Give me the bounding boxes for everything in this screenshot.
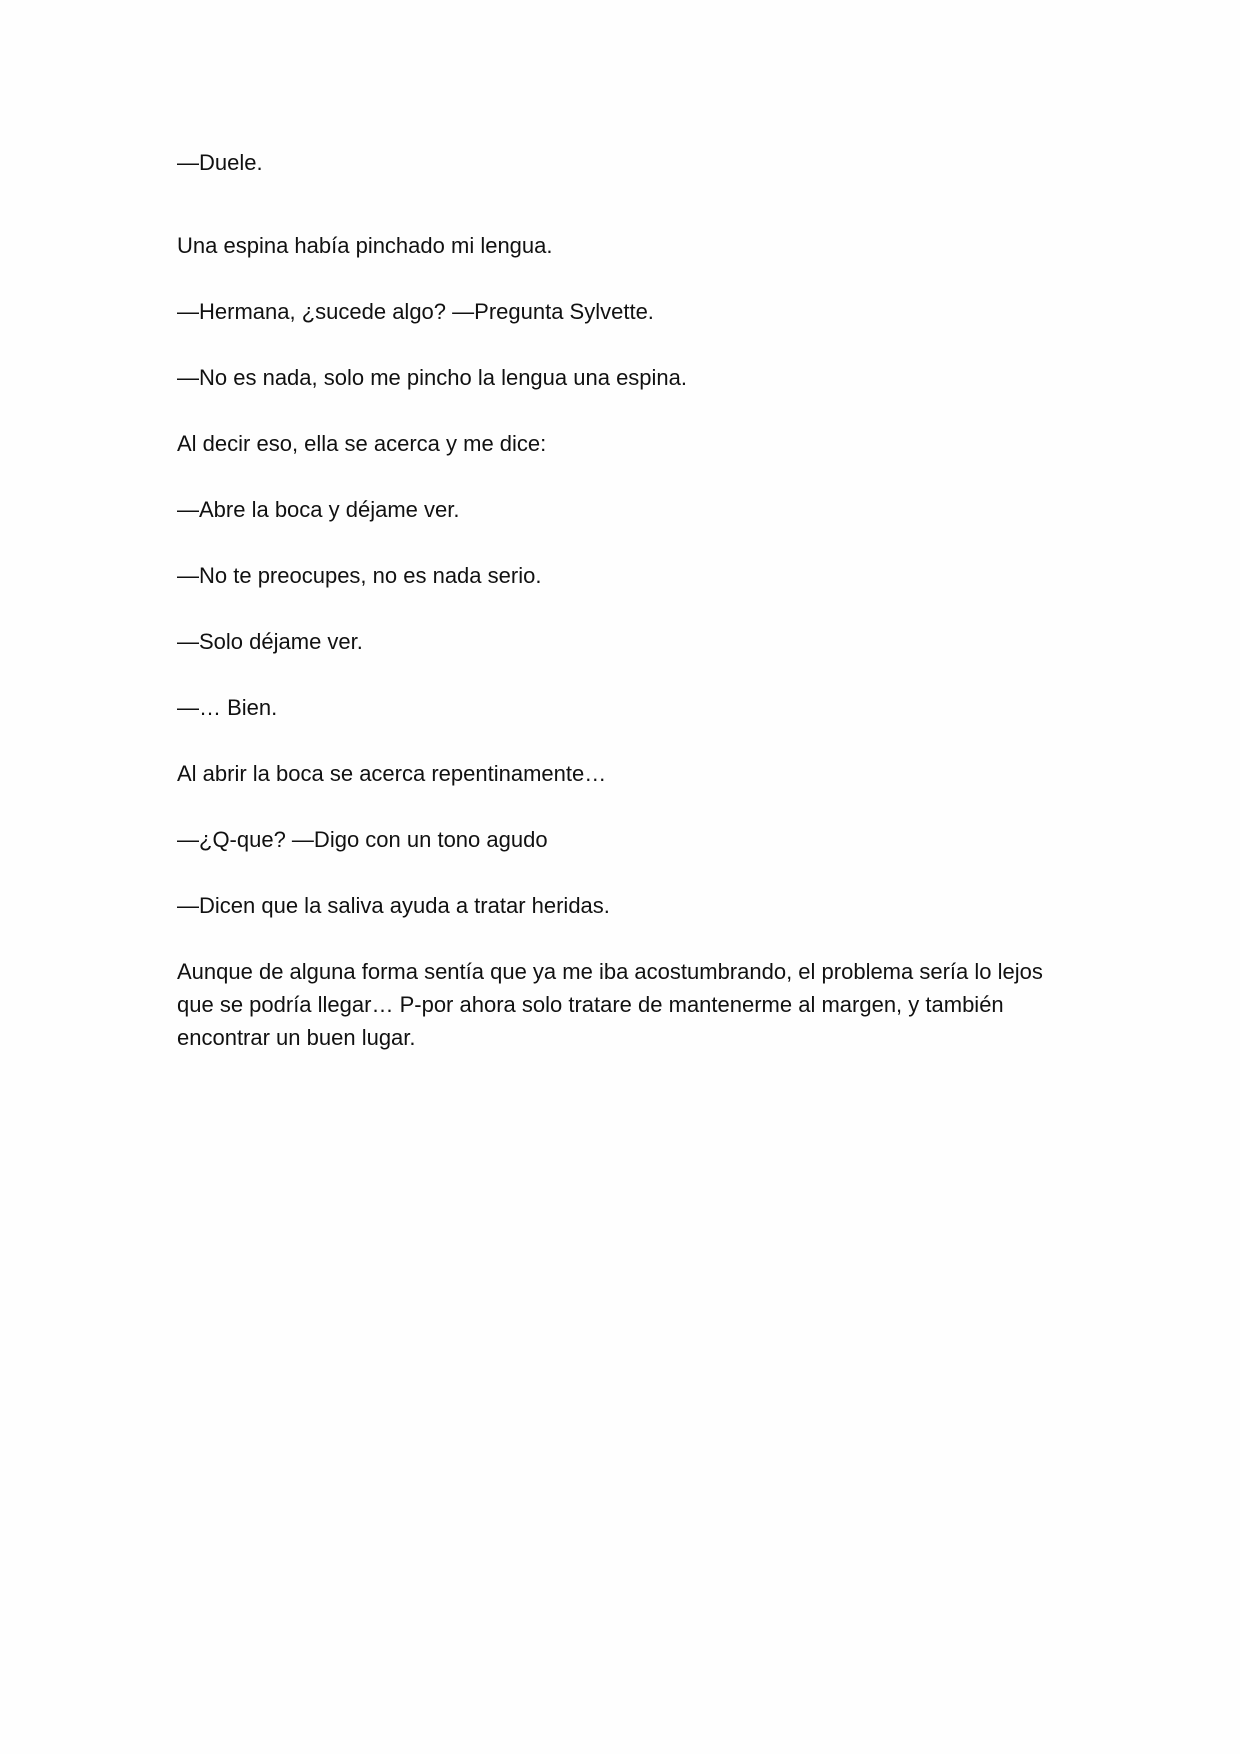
paragraph-no-te-preocupes: —No te preocupes, no es nada serio. [177,563,542,588]
paragraph-bien: —… Bien. [177,695,278,720]
paragraph-espina: Una espina había pinchado mi lengua. [177,233,553,258]
paragraph-no-es-nada: —No es nada, solo me pincho la lengua una espina. [177,365,688,390]
paragraph-saliva: —Dicen que la saliva ayuda a tratar heridas. [177,893,610,918]
text-body [177,146,1057,1054]
paragraph-abre-la-boca: —Abre la boca y déjame ver. [177,497,460,522]
paragraph-al-decir: Al decir eso, ella se acerca y me dice: [177,431,547,456]
paragraph-duele: —Duele. [177,150,263,175]
paragraph-solo-dejame: —Solo déjame ver. [177,629,363,654]
paragraph-al-abrir: Al abrir la boca se acerca repentinamente… [177,761,607,786]
paragraph-q-que: —¿Q-que? —Digo con un tono agudo [177,827,548,852]
paragraph-aunque: Aunque de alguna forma sentía que ya me iba acostumbrando, el problema sería lo lejos que se podría llegar… P-por ahora solo tratare de mantenerme al margen, y también encontrar un buen lugar. [177,959,1043,1050]
paragraph-hermana: —Hermana, ¿sucede algo? —Pregunta Sylvette. [177,299,654,324]
